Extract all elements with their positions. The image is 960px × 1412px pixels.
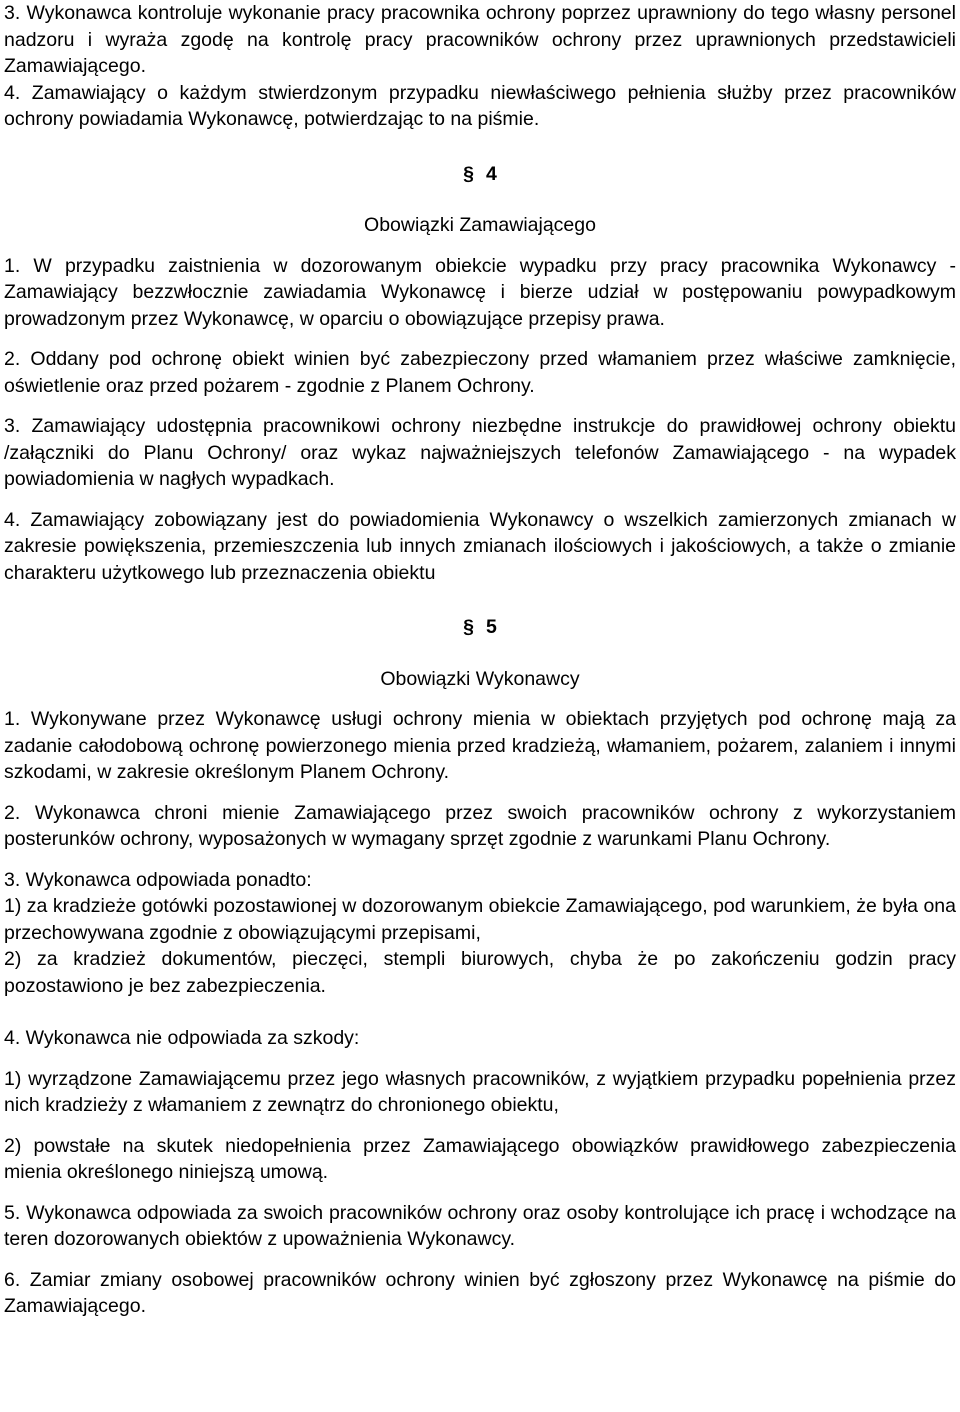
section-5-title: Obowiązki Wykonawcy [380, 667, 580, 690]
section-symbol: § [463, 616, 474, 638]
section-5-paragraph-2: 2. Wykonawca chroni mienie Zamawiającego przez swoich pracowników ochrony z wykorzystaniem posterunków ochrony, wyposażonych w wymagany sprzęt zgodnie z warunkami Planu Ochrony. [4, 801, 956, 850]
section-5-paragraph-5: 5. Wykonawca odpowiada za swoich pracowników ochrony oraz osoby kontrolujące ich pracę i wchodzące na teren dozorowanych obiektów z upoważnienia Wykonawcy. [4, 1201, 956, 1250]
document-page [4, 0, 956, 1320]
section-4-paragraph-1: 1. W przypadku zaistnienia w dozorowanym obiekcie wypadku przy pracy pracownika Wykonawcy - Zamawiający bezzwłocznie zawiadamia Wykonawcę i bierze udział w postępowaniu powypadkowym prowadzonym przez Wykonawcę, w oparciu o obowiązujące przepisy prawa. [4, 254, 956, 330]
section-symbol: § [463, 162, 474, 185]
section-5-paragraph-4-item-1: 1) wyrządzone Zamawiającemu przez jego własnych pracowników, z wyjątkiem przypadku popełnienia przez nich kradzieży z włamaniem z zewnątrz do chronionego obiektu, [4, 1067, 956, 1116]
section-number: 5 [486, 616, 497, 638]
section-number: 4 [486, 162, 497, 185]
section-5-paragraph-3-item-2: 2) za kradzież dokumentów, pieczęci, stempli biurowych, chyba że po zakończeniu godzin pracy pozostawiono je bez zabezpieczenia. [4, 948, 956, 997]
section-4-title: Obowiązki Zamawiającego [364, 214, 596, 236]
section-5-paragraph-3: 3. Wykonawca odpowiada ponadto: [4, 868, 312, 891]
section-5-paragraph-1: 1. Wykonywane przez Wykonawcę usługi ochrony mienia w obiektach przyjętych pod ochronę mają za zadanie całodobową ochronę powierzonego mienia przed kradzieżą, włamaniem, pożarem, zalaniem i innymi szkodami, w zakresie określonym Planem Ochrony. [4, 708, 956, 783]
section-5-paragraph-3-item-1: 1) za kradzieże gotówki pozostawionej w dozorowanym obiekcie Zamawiającego, pod warunkiem, że była ona przechowywana zgodnie z obowiązującymi przepisami, [4, 895, 956, 944]
section-4-heading [4, 161, 956, 188]
paragraph-4-top: 4. Zamawiający o każdym stwierdzonym przypadku niewłaściwego pełnienia służby przez pracowników ochrony powiadamia Wykonawcę, potwierdzając to na piśmie. [4, 81, 956, 130]
section-5-paragraph-6: 6. Zamiar zmiany osobowej pracowników ochrony winien być zgłoszony przez Wykonawcę na piśmie do Zamawiającego. [4, 1268, 956, 1317]
section-5-paragraph-4-item-2: 2) powstałe na skutek niedopełnienia przez Zamawiającego obowiązków prawidłowego zabezpieczenia mienia określonego niniejszą umową. [4, 1134, 956, 1183]
paragraph-3-top: 3. Wykonawca kontroluje wykonanie pracy pracownika ochrony poprzez uprawniony do tego własny personel nadzoru i wyraża zgodę na kontrolę pracy pracowników ochrony przez uprawnionych przedstawicieli Zamawiającego. [4, 2, 956, 77]
section-4-paragraph-3: 3. Zamawiający udostępnia pracownikowi ochrony niezbędne instrukcje do prawidłowej ochrony obiektu /załączniki do Planu Ochrony/ oraz wykaz najważniejszych telefonów Zamawiającego - na wypadek powiadomienia w nagłych wypadkach. [4, 415, 956, 490]
section-5-paragraph-4: 4. Wykonawca nie odpowiada za szkody: [4, 1027, 360, 1049]
section-4-paragraph-4: 4. Zamawiający zobowiązany jest do powiadomienia Wykonawcy o wszelkich zamierzonych zmianach w zakresie powiększenia, przemieszczenia lub innych zmianach ilościowych i jakościowych, a także o zmianie charakteru użytkowego lub przeznaczenia obiektu [4, 508, 956, 584]
section-5-heading [4, 614, 956, 641]
section-4-paragraph-2: 2. Oddany pod ochronę obiekt winien być zabezpieczony przed włamaniem przez właściwe zamknięcie, oświetlenie oraz przed pożarem - zgodnie z Planem Ochrony. [4, 348, 956, 397]
